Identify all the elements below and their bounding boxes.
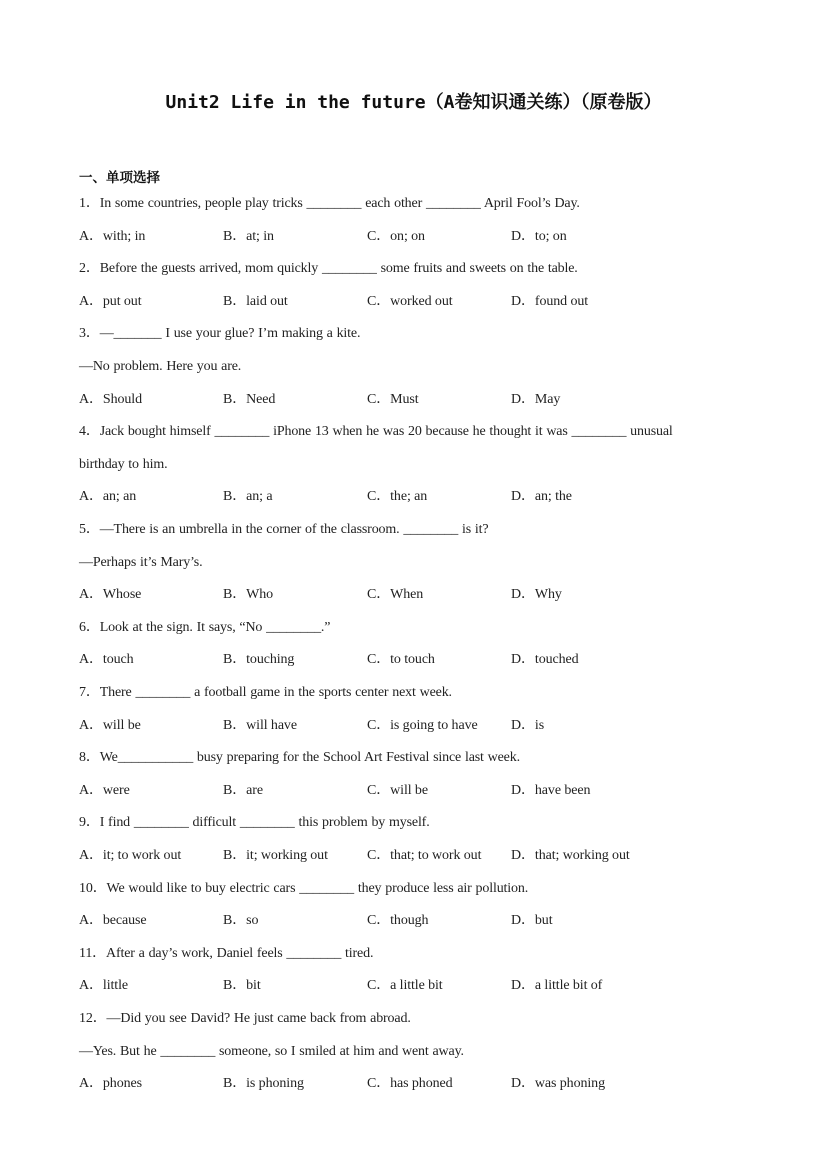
question-stem: 5．—There is an umbrella in the corner of the classroom. ________ is it? [79, 522, 489, 537]
option-d: D．to; on [511, 228, 567, 244]
option-b: B．touching [223, 652, 295, 668]
question-10 [79, 873, 727, 938]
option-a: A．with; in [79, 228, 146, 244]
question-11 [79, 938, 727, 1003]
option-d: D．is [511, 717, 545, 733]
question-stem: 12．—Did you see David? He just came back from abroad. [79, 1011, 411, 1026]
option-c: C．is going to have [367, 717, 478, 733]
answer-options [79, 644, 727, 677]
option-d: D．an; the [511, 489, 572, 505]
option-a: A．it; to work out [79, 847, 182, 863]
option-a: A．touch [79, 652, 134, 668]
question-stem: 6．Look at the sign. It says, “No ________.” [79, 619, 331, 635]
option-c: C．on; on [367, 228, 425, 244]
question-8 [79, 742, 727, 807]
answer-options [79, 775, 727, 808]
answer-options [79, 970, 727, 1003]
question-dialogue-line: —Perhaps it’s Mary’s. [79, 554, 203, 570]
question-4 [79, 416, 727, 514]
option-b: B．are [223, 782, 263, 798]
answer-options [79, 579, 727, 612]
option-d: D．that; working out [511, 847, 630, 863]
answer-options [79, 840, 727, 873]
option-d: D．found out [511, 293, 589, 309]
question-stem: 8．We___________ busy preparing for the School Art Festival since last week. [79, 750, 520, 766]
option-b: B．will have [223, 717, 297, 733]
option-a: A．put out [79, 293, 142, 309]
option-c: C．that; to work out [367, 847, 482, 863]
option-b: B．laid out [223, 293, 288, 309]
option-c: C．to touch [367, 652, 435, 668]
answer-options [79, 384, 727, 417]
option-a: A．will be [79, 717, 141, 733]
option-d: D．touched [511, 652, 579, 668]
option-c: C．though [367, 913, 429, 929]
answer-options [79, 1068, 727, 1101]
option-d: D．Why [511, 587, 562, 603]
option-a: A．were [79, 782, 130, 798]
question-stem: 11．After a day’s work, Daniel feels ________ tired. [79, 945, 374, 961]
question-2 [79, 253, 727, 318]
option-d: D．May [511, 391, 561, 407]
option-a: A．Should [79, 391, 142, 407]
option-c: C．a little bit [367, 978, 443, 994]
option-a: A．Whose [79, 587, 142, 603]
option-b: B．at; in [223, 228, 274, 244]
answer-options [79, 481, 727, 514]
question-dialogue-line: —No problem. Here you are. [79, 358, 242, 374]
question-6 [79, 612, 727, 677]
option-a: A．an; an [79, 489, 137, 505]
option-c: C．will be [367, 782, 428, 798]
option-b: B．is phoning [223, 1076, 304, 1092]
option-b: B．Need [223, 391, 276, 407]
question-7 [79, 677, 727, 742]
option-d: D．but [511, 913, 553, 929]
option-c: C．Must [367, 391, 419, 407]
question-3 [79, 318, 727, 416]
answer-options [79, 286, 727, 319]
option-b: B．an; a [223, 489, 273, 505]
option-b: B．bit [223, 978, 261, 994]
option-b: B．Who [223, 587, 274, 603]
option-b: B．so [223, 913, 259, 929]
question-stem: 4．Jack bought himself ________ iPhone 13 when he was 20 because he thought it was ________ unusual [79, 424, 673, 440]
question-dialogue-line: birthday to him. [79, 456, 168, 472]
option-a: A．because [79, 913, 147, 929]
option-a: A．little [79, 978, 128, 994]
option-c: C．When [367, 587, 424, 603]
question-stem: 9．I find ________ difficult ________ this problem by myself. [79, 815, 430, 831]
question-stem: 3．—_______ I use your glue? I’m making a kite. [79, 326, 361, 342]
option-d: D．was phoning [511, 1076, 605, 1092]
question-9 [79, 807, 727, 872]
question-stem: 10．We would like to buy electric cars ________ they produce less air pollution. [79, 880, 529, 896]
option-d: D．a little bit of [511, 978, 603, 994]
question-stem: 7．There ________ a football game in the sports center next week. [79, 685, 452, 700]
question-1 [79, 188, 727, 253]
option-b: B．it; working out [223, 847, 328, 863]
answer-options [79, 221, 727, 254]
option-c: C．has phoned [367, 1076, 453, 1092]
question-stem: 1．In some countries, people play tricks ________ each other ________ April Fool’s Day. [79, 196, 580, 211]
page-title: Unit2 Life in the future（A卷知识通关练）（原卷版） [165, 92, 662, 113]
question-dialogue-line: —Yes. But he ________ someone, so I smiled at him and went away. [79, 1043, 464, 1059]
question-stem: 2．Before the guests arrived, mom quickly ________ some fruits and sweets on the table. [79, 261, 578, 277]
answer-options [79, 905, 727, 938]
option-a: A．phones [79, 1076, 142, 1092]
answer-options [79, 710, 727, 743]
section-heading: 一、单项选择 [79, 170, 160, 186]
option-d: D．have been [511, 782, 591, 798]
question-12 [79, 1003, 727, 1101]
option-c: C．the; an [367, 489, 428, 505]
option-c: C．worked out [367, 293, 453, 309]
question-5 [79, 514, 727, 612]
